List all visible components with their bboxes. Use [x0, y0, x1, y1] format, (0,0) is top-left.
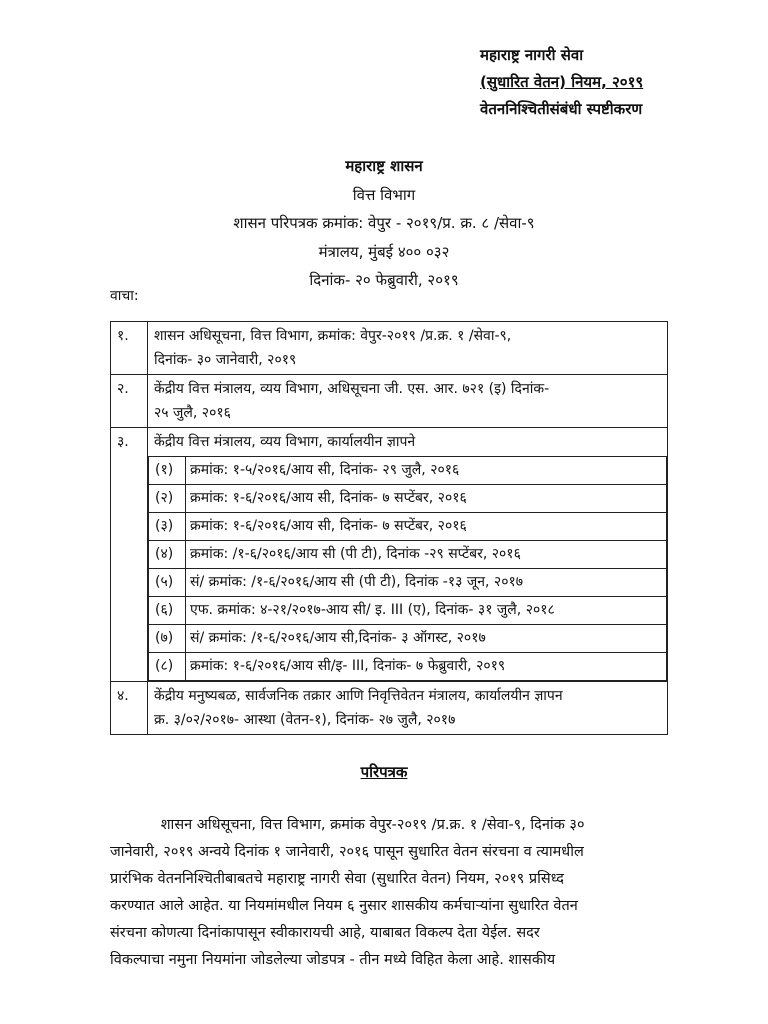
ref-line: केंद्रीय मनुष्यबळ, सार्वजनिक तक्रार आणि निवृत्तिवेतन मंत्रालय, कार्यालयीन ज्ञापन: [154, 688, 563, 704]
references-table: [110, 321, 668, 735]
body-line: करण्यात आले आहेत. या नियमांमधील नियम ६ नुसार शासकीय कर्मचाऱ्यांना सुधारित वेतन: [110, 898, 578, 914]
table-row: [111, 375, 668, 428]
issuer-block: [0, 152, 768, 295]
sub-ref-text: क्रमांक: १-६/२०१६/आय सी, दिनांक- ७ सप्टेंबर, २०१६: [186, 513, 667, 541]
sub-ref-text: क्रमांक: १-६/२०१६/आय सी/इ- III, दिनांक- ७ फेब्रुवारी, २०१९: [186, 653, 667, 681]
issue-date: दिनांक- २० फेब्रुवारी, २०१९: [309, 271, 459, 289]
body-line: प्रारंभिक वेतननिश्चितीबाबतचे महाराष्ट्र नागरी सेवा (सुधारित वेतन) नियम, २०१९ प्रसिध्द: [110, 871, 564, 887]
body-line: शासन अधिसूचना, वित्त विभाग, क्रमांक वेपुर-२०१९ /प्र.क्र. १ /सेवा-९, दिनांक ३०: [110, 817, 585, 833]
sub-ref-number: (७): [149, 625, 186, 653]
issuer-govt: महाराष्ट्र शासन: [345, 157, 423, 175]
issuer-dept: वित्त विभाग: [352, 185, 416, 204]
table-row: [149, 625, 667, 653]
sub-ref-number: (१): [149, 457, 186, 485]
sub-ref-number: (४): [149, 541, 186, 569]
body-paragraph: [110, 812, 668, 974]
table-row: [149, 541, 667, 569]
ref-text: [148, 428, 668, 682]
circular-number: शासन परिपत्रक क्रमांक: वेपुर - २०१९/प्र. क्र. ८ /सेवा-९: [233, 214, 535, 232]
table-row: [149, 485, 667, 513]
ref-line: केंद्रीय वित्त मंत्रालय, व्यय विभाग, अधिसूचना जी. एस. आर. ७२१ (इ) दिनांक-: [154, 381, 550, 397]
sub-references-table: [148, 456, 667, 681]
header-block: [480, 42, 643, 123]
read-label: वाचा:: [110, 288, 139, 304]
table-row: [111, 322, 668, 375]
ref-text: [148, 375, 668, 428]
ref-number: ४.: [111, 682, 148, 735]
sub-ref-text: क्रमांक: १-५/२०१६/आय सी, दिनांक- २९ जुलै, २०१६: [186, 457, 667, 485]
circular-title: परिपत्रक: [360, 763, 408, 781]
table-row: [111, 682, 668, 735]
issuer-address: मंत्रालय, मुंबई ४०० ०३२: [318, 242, 450, 261]
header-line-1: महाराष्ट्र नागरी सेवा: [480, 46, 584, 64]
table-row: [149, 457, 667, 485]
ref-text: [148, 682, 668, 735]
header-line-3: वेतननिश्चितीसंबंधी स्पष्टीकरण: [480, 100, 643, 118]
sub-ref-text: सं/ क्रमांक: /१-६/२०१६/आय सी (पी टी), दिनांक -१३ जून, २०१७: [186, 569, 667, 597]
body-line: विकल्पाचा नमुना नियमांना जोडलेल्या जोडपत्र - तीन मध्ये विहित केला आहे. शासकीय: [110, 952, 556, 968]
ref-line: शासन अधिसूचना, वित्त विभाग, क्रमांक: वेपुर-२०१९ /प्र.क्र. १ /सेवा-९,: [154, 328, 512, 344]
ref-line: केंद्रीय वित्त मंत्रालय, व्यय विभाग, कार्यालयीन ज्ञापने: [154, 434, 416, 450]
table-row: [149, 569, 667, 597]
ref-line: दिनांक- ३० जानेवारी, २०१९: [154, 352, 297, 368]
sub-ref-number: (२): [149, 485, 186, 513]
table-row: [111, 428, 668, 682]
table-row: [149, 513, 667, 541]
sub-ref-text: सं/ क्रमांक: /१-६/२०१६/आय सी,दिनांक- ३ ऑगस्ट, २०१७: [186, 625, 667, 653]
sub-ref-text: क्रमांक: १-६/२०१६/आय सी, दिनांक- ७ सप्टेंबर, २०१६: [186, 485, 667, 513]
ref-line: २५ जुलै, २०१६: [154, 405, 231, 421]
table-row: [149, 597, 667, 625]
ref-number: ३.: [111, 428, 148, 682]
body-line: संरचना कोणत्या दिनांकापासून स्वीकारायची आहे, याबाबत विकल्प देता येईल. सदर: [110, 925, 540, 941]
ref-number: १.: [111, 322, 148, 375]
sub-ref-text: एफ. क्रमांक: ४-२१/२०१७-आय सी/ इ. III (ए), दिनांक- ३१ जुलै, २०१८: [186, 597, 667, 625]
sub-ref-number: (५): [149, 569, 186, 597]
ref-line: क्र. ३/०२/२०१७- आस्था (वेतन-१), दिनांक- २७ जुलै, २०१७: [154, 712, 456, 728]
header-line-2: (सुधारित वेतन) नियम, २०१९: [480, 73, 644, 91]
body-line: जानेवारी, २०१९ अन्वये दिनांक १ जानेवारी, २०१६ पासून सुधारित वेतन संरचना व त्यामधील: [110, 844, 584, 860]
sub-ref-number: (३): [149, 513, 186, 541]
sub-ref-text: क्रमांक: /१-६/२०१६/आय सी (पी टी), दिनांक -२९ सप्टेंबर, २०१६: [186, 541, 667, 569]
sub-ref-number: (८): [149, 653, 186, 681]
ref-text: [148, 322, 668, 375]
ref-number: २.: [111, 375, 148, 428]
sub-ref-number: (६): [149, 597, 186, 625]
table-row: [149, 653, 667, 681]
